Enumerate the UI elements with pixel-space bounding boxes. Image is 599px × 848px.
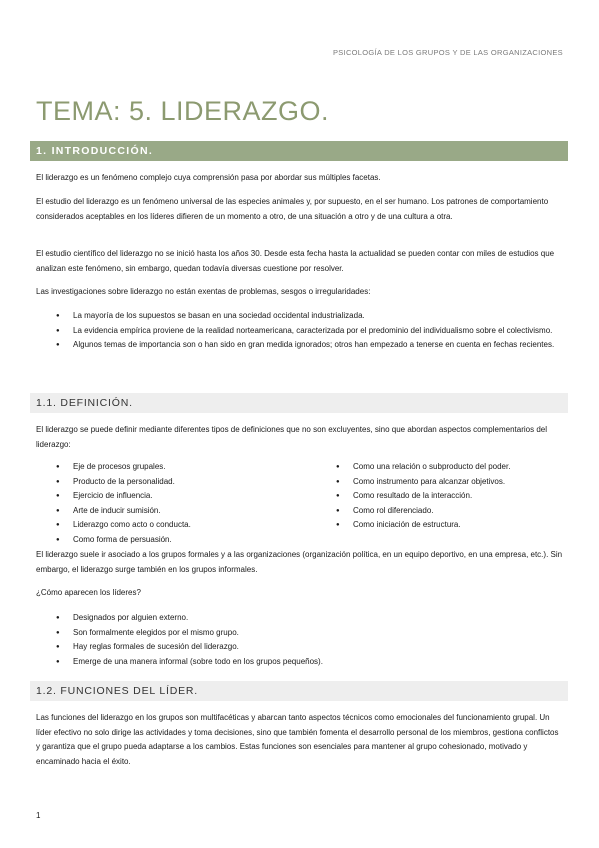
list-item: ● Arte de inducir sumisión. <box>56 504 326 519</box>
list-item: ● Como forma de persuasión. <box>56 533 326 548</box>
list-item: ● Producto de la personalidad. <box>56 475 326 490</box>
list-item: ● Como una relación o subproducto del poder. <box>336 460 566 475</box>
intro-bullet-list <box>56 309 556 353</box>
section-heading-funciones: 1.2. FUNCIONES DEL LÍDER. <box>30 681 568 701</box>
list-item: ● Como resultado de la interacción. <box>336 489 566 504</box>
list-item: ● La evidencia empírica proviene de la realidad norteamericana, caracterizada por el predominio del individualismo sobre el colectivismo. <box>56 324 556 339</box>
funciones-paragraph-1: Las funciones del liderazgo en los grupos son multifacéticas y abarcan tanto aspectos técnicos como emocionales del funcionamiento grupal. Un líder efectivo no solo dirige las actividades y toma decisiones, sino que también fomenta el desarrollo personal de los miembros, gestiona conflictos y garantiza que el grupo pueda adaptarse a los cambios. Estas funciones son esenciales para mantener al grupo cohesionado, motivado y encaminado hacia el éxito. <box>36 713 559 766</box>
list-item: ● Hay reglas formales de sucesión del liderazgo. <box>56 640 556 655</box>
list-item: ● Designados por alguien externo. <box>56 611 556 626</box>
section-heading-introduccion: 1. INTRODUCCIÓN. <box>30 141 568 161</box>
list-item: ● Como instrumento para alcanzar objetivos. <box>336 475 566 490</box>
list-item: ● Como iniciación de estructura. <box>336 518 566 533</box>
definicion-paragraph-2: El liderazgo suele ir asociado a los grupos formales y a las organizaciones (organización política, en un equipo deportivo, en una empresa, etc.). Sin embargo, el liderazgo surge también en los grupos informales. <box>36 550 563 574</box>
page-title: TEMA: 5. LIDERAZGO. <box>36 96 330 126</box>
list-item: ● Liderazgo como acto o conducta. <box>56 518 326 533</box>
lideres-bullet-list <box>56 611 556 669</box>
definicion-question: ¿Cómo aparecen los líderes? <box>36 588 141 597</box>
intro-paragraph-3: El estudio científico del liderazgo no se inició hasta los años 30. Desde esta fecha hasta la actualidad se pueden contar con miles de estudios que analizan este fenómeno, sin embargo, quedan todavía diversas cuestione por resolver. <box>36 249 555 273</box>
page-number: 1 <box>36 811 41 820</box>
definicion-list-left <box>56 460 326 547</box>
definicion-list-right <box>336 460 566 533</box>
list-item: ● La mayoría de los supuestos se basan en una sociedad occidental industrializada. <box>56 309 556 324</box>
list-item: ● Como rol diferenciado. <box>336 504 566 519</box>
list-item: ● Emerge de una manera informal (sobre todo en los grupos pequeños). <box>56 655 556 670</box>
intro-paragraph-2: El estudio del liderazgo es un fenómeno universal de las especies animales y, por supuesto, en el ser humano. Los patrones de comportamiento considerados aceptables en los líderes difieren de un momento a otro, de una situación a otro y de una cultura a otra. <box>36 197 549 221</box>
intro-paragraph-1: El liderazgo es un fenómeno complejo cuya comprensión pasa por abordar sus múltiples facetas. <box>36 173 381 182</box>
running-header: PSICOLOGÍA DE LOS GRUPOS Y DE LAS ORGANIZACIONES <box>332 48 563 57</box>
section-heading-definicion: 1.1. DEFINICIÓN. <box>30 393 568 413</box>
definicion-paragraph-1: El liderazgo se puede definir mediante diferentes tipos de definiciones que no son excluyentes, sino que abordan aspectos complementarios del liderazgo: <box>36 425 547 449</box>
list-item: ● Son formalmente elegidos por el mismo grupo. <box>56 626 556 641</box>
intro-paragraph-4: Las investigaciones sobre liderazgo no están exentas de problemas, sesgos o irregularidades: <box>36 287 371 296</box>
list-item: ● Algunos temas de importancia son o han sido en gran medida ignorados; otros han empezado a tenerse en cuenta en fechas recientes. <box>56 338 556 353</box>
list-item: ● Ejercicio de influencia. <box>56 489 326 504</box>
list-item: ● Eje de procesos grupales. <box>56 460 326 475</box>
